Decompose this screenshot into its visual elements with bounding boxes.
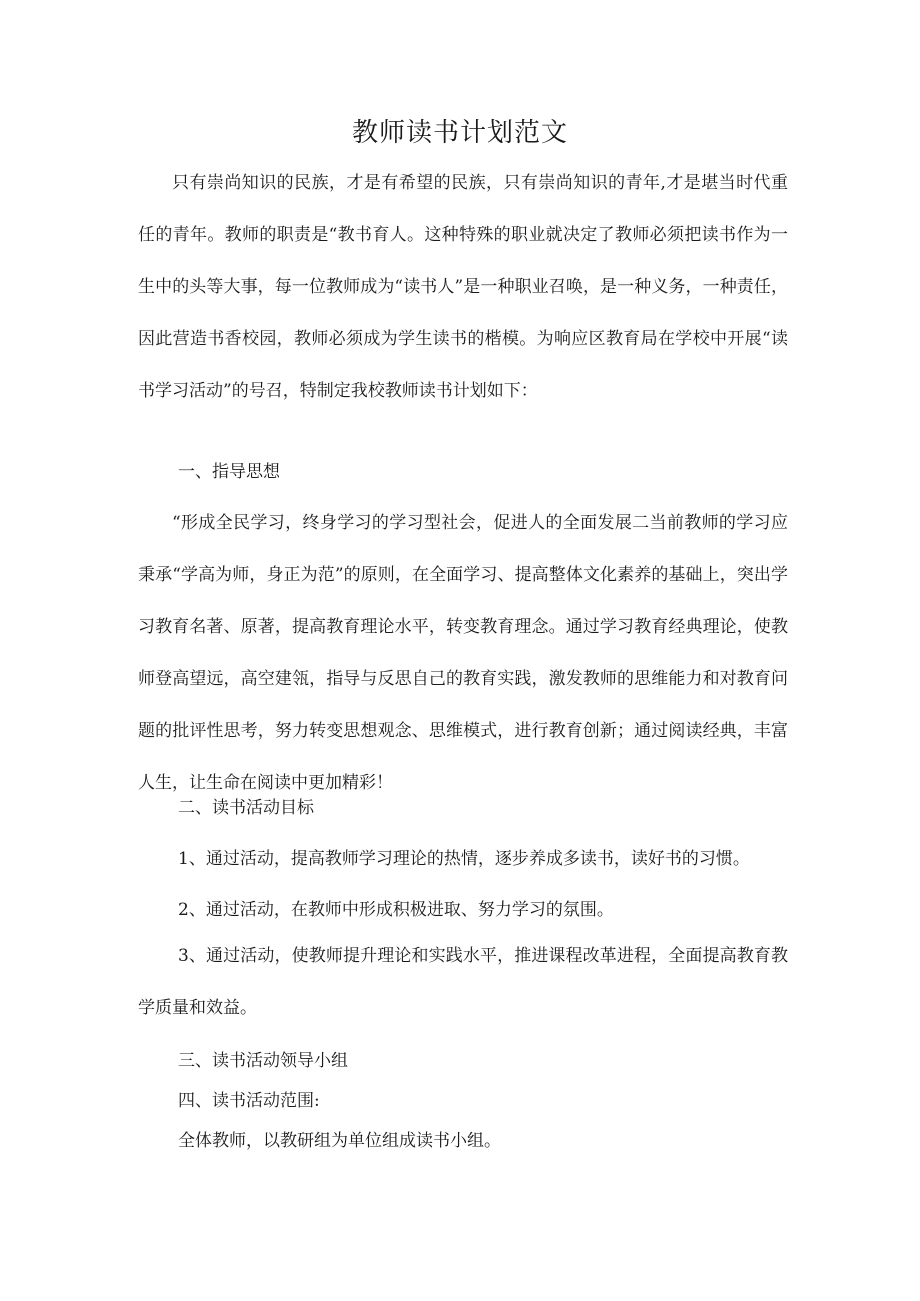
goal-item: 3、通过活动，使教师提升理论和实践水平，推进课程改革进程，全面提高教育教学质量和效益。 (138, 946, 788, 1018)
section-heading-leadership-group: 三、读书活动领导小组 (178, 1051, 348, 1071)
guiding-ideology-paragraph: “形成全民学习，终身学习的学习型社会，促进人的全面发展二当前教师的学习应秉承“学高为师，身正为范”的原则，在全面学习、提高整体文化素养的基础上，突出学习教育名著、原著，提高教育理论水平，转变教育理念。通过学习教育经典理论，使教师登高望远，高空建瓴，指导与反思自己的教育实践，激发教师的思维能力和对教育问题的批评性思考，努力转变思想观念、思维模式，进行教育创新；通过阅读经典，丰富人生，让生命在阅读中更加精彩！ (138, 513, 788, 793)
intro-paragraph: 只有崇尚知识的民族，才是有希望的民族，只有崇尚知识的青年,才是堪当时代重任的青年。教师的职责是“教书育人。这种特殊的职业就决定了教师必须把读书作为一生中的头等大事，每一位教师成为“读书人”是一种职业召唤，是一种义务，一种责任，因此营造书香校园，教师必须成为学生读书的楷模。为响应区教育局在学校中开展“读书学习活动”的号召，特制定我校教师读书计划如下： (138, 173, 788, 401)
section-heading-activity-scope: 四、读书活动范围: (178, 1091, 320, 1111)
activity-scope-text: 全体教师，以教研组为单位组成读书小组。 (178, 1131, 501, 1151)
goal-item: 1、通过活动，提高教师学习理论的热情，逐步养成多读书，读好书的习惯。 (178, 849, 750, 869)
section-heading-activity-goals: 二、读书活动目标 (178, 798, 314, 818)
document-title: 教师读书计划范文 (351, 118, 568, 148)
section-heading-guiding-ideology: 一、指导思想 (178, 462, 280, 482)
goal-item: 2、通过活动，在教师中形成积极进取、努力学习的氛围。 (178, 900, 614, 920)
